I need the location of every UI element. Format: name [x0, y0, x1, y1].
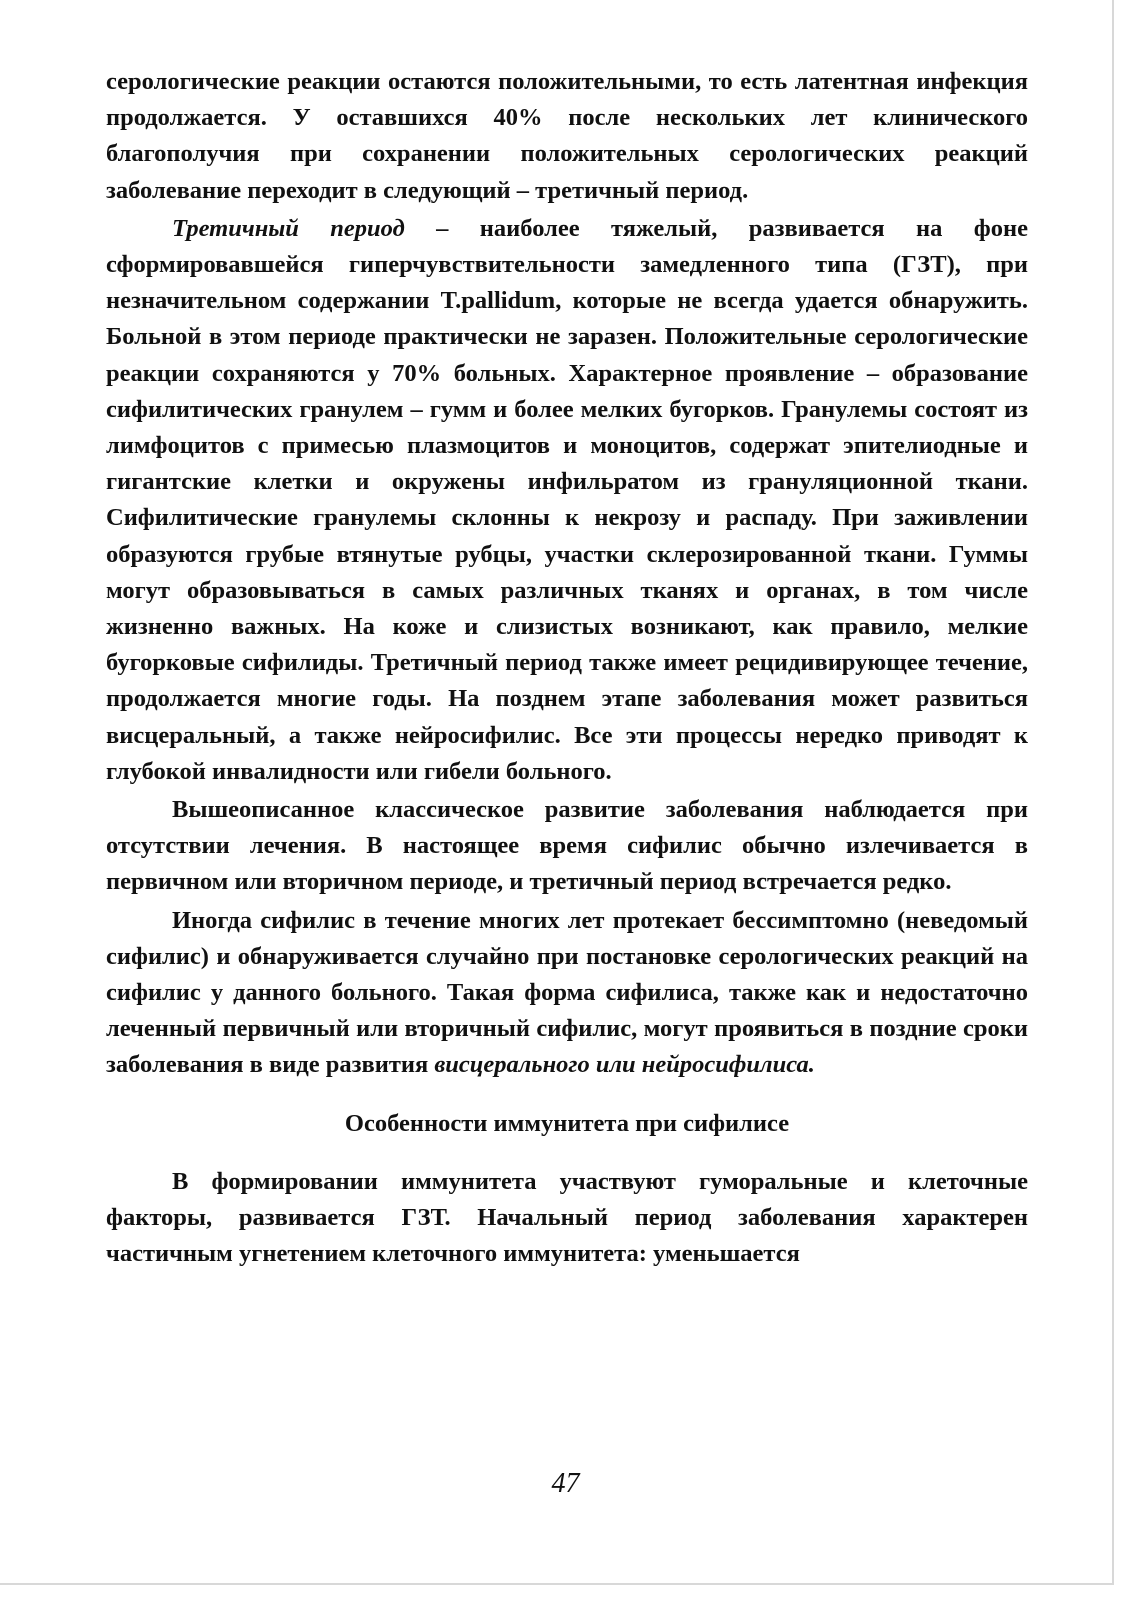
section-heading: Особенности иммунитета при сифилисе: [344, 1109, 790, 1137]
paragraph-tertiary-period-text: – наиболее тяжелый, развивается на фоне сформировавшейся гиперчувствительности замедленного типа (ГЗТ), при незначительном содержании T.pallidum, которые не всегда удается обнаружить. Больной в этом периоде практически не заразен. Положительные серологические реакции сохраняются у 70% больных. Характерное проявление – образование сифилитических гранулем – гумм и более мелких бугорков. Гранулемы состоят из лимфоцитов с примесью плазмоцитов и моноцитов, содержат эпителиодные и гигантские клетки и окружены инфильратом из грануляционной ткани. Сифилитические гранулемы склонны к некрозу и распаду. При заживлении образуются грубые втянутые рубцы, участки склерозированной ткани. Гуммы могут образовываться в самых различных тканях и органах, в том числе жизненно важных. На коже и слизистых возникают, как правило, мелкие бугорковые сифилиды. Третичный период также имеет рецидивирующее течение, продолжается многие годы. На позднем этапе заболевания может развиться висцеральный, а также нейросифилис. Все эти процессы нередко приводят к глубокой инвалидности или гибели больного.: [106, 214, 1028, 785]
paragraph-tertiary-period: [106, 211, 1028, 790]
paragraph-latent-syphilis-text: Иногда сифилис в течение многих лет протекает бессимптомно (неведомый сифилис) и обнаруживается случайно при постановке серологических реакций на сифилис у данного больного. Такая форма сифилиса, также как и недостаточно леченный первичный или вторичный сифилис, могут проявиться в поздние сроки заболевания в виде развития: [106, 906, 1028, 1079]
term-visceral-neurosyphilis: висцерального или нейросифилиса.: [434, 1051, 815, 1079]
page-edge-bottom: [0, 1583, 1114, 1585]
paragraph-immunity: В формировании иммунитета участвуют гуморальные и клеточные факторы, развивается ГЗТ. Начальный период заболевания характерен частичным угнетением клеточного иммунитета: уменьшается: [106, 1167, 1028, 1268]
paragraph-latent-syphilis: [106, 903, 1028, 1084]
page-edge-right: [1112, 0, 1114, 1585]
paragraph-continuation: серологические реакции остаются положительными, то есть латентная инфекция продолжается. У оставшихся 40% после нескольких лет клинического благополучия при сохранении положительных серологических реакций заболевание переходит в следующий – третичный период.: [106, 68, 1028, 204]
paragraph-classic-course: Вышеописанное классическое развитие заболевания наблюдается при отсутствии лечения. В настоящее время сифилис обычно излечивается в первичном или вторичном периоде, и третичный период встречается редко.: [106, 796, 1028, 896]
page-body: [106, 64, 1028, 1273]
term-tertiary-period: Третичный период: [172, 214, 405, 242]
page-number: 47: [551, 1468, 580, 1499]
